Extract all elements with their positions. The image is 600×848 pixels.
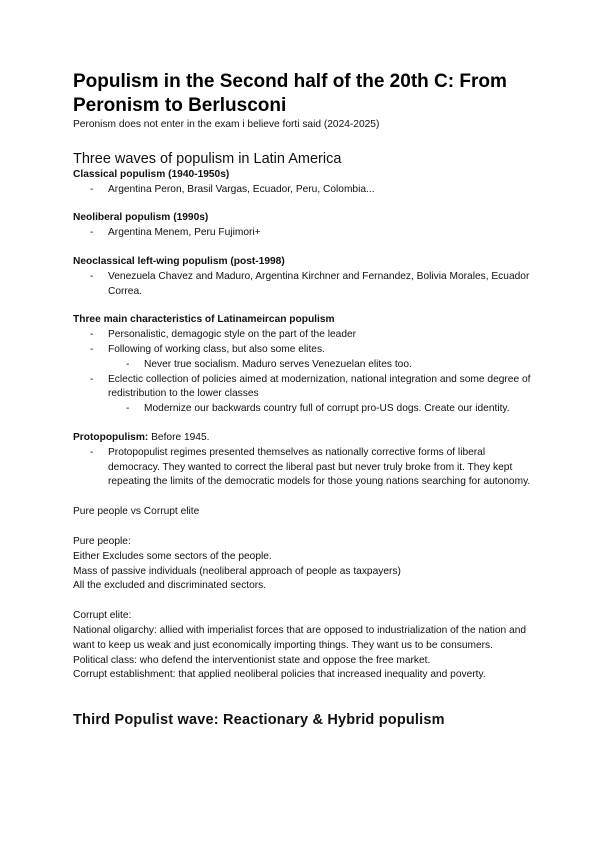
corrupt-elite-label: Corrupt elite: (73, 610, 132, 622)
classical-populism-label: Classical populism (1940-1950s) (73, 168, 230, 180)
section-heading-third-wave: Third Populist wave: Reactionary & Hybrid populism (73, 712, 445, 729)
list-item: - Eclectic collection of policies aimed at modernization, national integration and some degree of redistribution to the lower classes (73, 373, 533, 403)
protopopulism-text: Before 1945. (148, 431, 210, 443)
pure-people-line: Mass of passive individuals (neoliberal approach of people as taxpayers) (73, 565, 401, 577)
list-item: - Personalistic, demagogic style on the part of the leader (73, 328, 533, 343)
sub-list-item: - Modernize our backwards country full of corrupt pro-US dogs. Create our identity. (73, 402, 533, 417)
list-item: - Argentina Peron, Brasil Vargas, Ecuador, Peru, Colombia... (73, 183, 533, 198)
protopopulism-label: Protopopulism: (73, 431, 149, 443)
page-title: Populism in the Second half of the 20th C: From Peronism to Berlusconi (73, 71, 507, 116)
neoclassical-populism-label: Neoclassical left-wing populism (post-1998) (73, 255, 285, 267)
characteristics-label: Three main characteristics of Latinameircan populism (73, 314, 335, 326)
list-item: - Following of working class, but also some elites. (73, 343, 533, 358)
pure-people-label: Pure people: (73, 535, 131, 547)
corrupt-elite-line: Political class: who defend the interventionist state and oppose the free market. (73, 654, 431, 666)
neoliberal-populism-label: Neoliberal populism (1990s) (73, 212, 209, 224)
corrupt-elite-line: National oligarchy: allied with imperialist forces that are opposed to industrialization of the nation and want to keep us weak and just economically importing things. They want us to be consumers. (73, 624, 527, 651)
protopopulism-list (73, 446, 533, 490)
sub-list-item: - Never true socialism. Maduro serves Venezuelan elites too. (73, 358, 533, 373)
classical-list (73, 183, 533, 198)
pure-vs-corrupt: Pure people vs Corrupt elite (73, 506, 200, 518)
list-item: - Protopopulist regimes presented themselves as nationally corrective forms of liberal democracy. They wanted to correct the liberal past but never truly broke from it. They kept repeating the limits of the democratic models for those young nations searching for autonomy. (73, 446, 533, 490)
protopopulism-line (73, 431, 533, 446)
document-page (73, 70, 533, 729)
pure-people-line: All the excluded and discriminated sectors. (73, 580, 267, 592)
neoliberal-list (73, 226, 533, 241)
exam-note: Peronism does not enter in the exam i believe forti said (2024-2025) (73, 119, 380, 130)
neoclassical-list (73, 270, 533, 300)
corrupt-elite-line: Corrupt establishment: that applied neoliberal policies that increased inequality and poverty. (73, 669, 486, 681)
list-item: - Argentina Menem, Peru Fujimori+ (73, 226, 533, 241)
list-item: - Venezuela Chavez and Maduro, Argentina Kirchner and Fernandez, Bolivia Morales, Ecuador Correa. (73, 270, 533, 300)
characteristics-list (73, 328, 533, 417)
pure-people-line: Either Excludes some sectors of the people. (73, 550, 272, 562)
section-heading-waves: Three waves of populism in Latin America (73, 150, 342, 167)
